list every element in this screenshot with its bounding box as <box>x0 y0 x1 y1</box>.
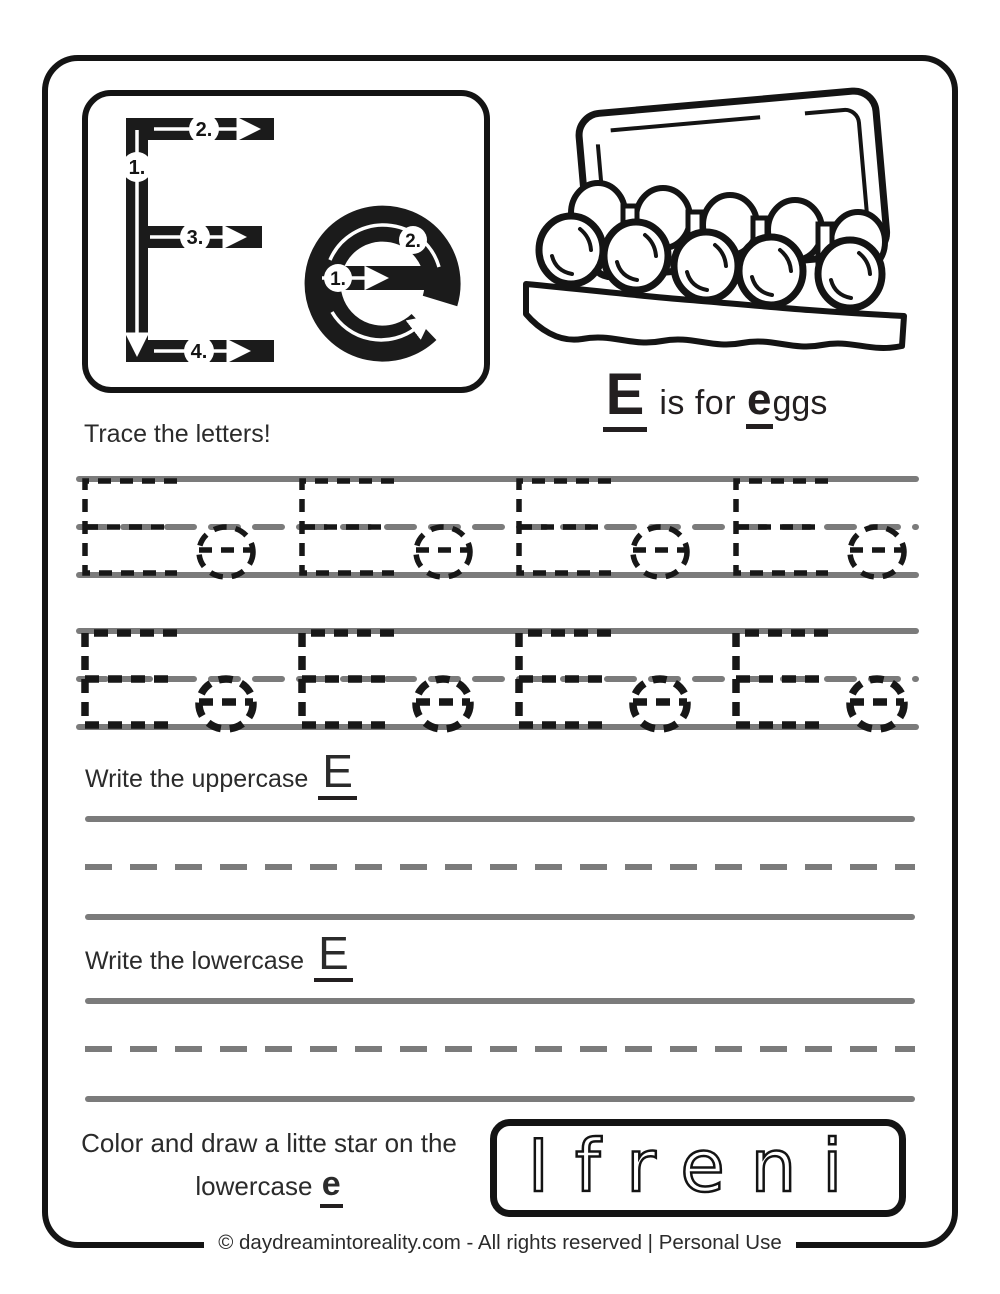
caption-rest-text: ggs <box>772 384 828 422</box>
trace-instruction: Trace the letters! <box>84 420 271 448</box>
writing-line-solid <box>85 1096 915 1102</box>
letter-formation-guide <box>82 90 490 393</box>
footer-copyright-text: © daydreamintoreality.com - All rights reserved | Personal Use <box>204 1231 796 1254</box>
caption-big-letter: E <box>603 366 648 432</box>
e-step-1-badge: 1. <box>330 269 346 290</box>
name-outline-box <box>490 1119 906 1217</box>
target-lowercase-letter: e <box>320 1165 343 1208</box>
e-step-2-badge: 2. <box>405 231 421 252</box>
footer <box>0 1231 1000 1255</box>
color-task-instruction <box>68 1126 470 1204</box>
write-uppercase-label: Write the uppercase E <box>85 748 357 800</box>
name-outline-graphic <box>499 1128 897 1208</box>
egg-carton-illustration <box>520 56 910 356</box>
writing-line-dashed <box>85 1046 915 1052</box>
color-task-line-1: Color and draw a litte star on the <box>81 1128 457 1158</box>
step-4-badge: 4. <box>190 341 208 363</box>
caption-bold-letter: e <box>746 378 772 429</box>
caption-e-is-for-eggs <box>520 362 910 432</box>
step-3-badge: 3. <box>186 227 204 249</box>
step-1-badge: 1. <box>128 157 146 179</box>
lowercase-sample-letter: E <box>314 930 353 982</box>
egg-carton-graphic <box>520 56 910 356</box>
trace-row-2 <box>75 622 920 737</box>
trace-row-1 <box>75 470 920 585</box>
color-task-line-2: lowercase e <box>68 1167 470 1204</box>
caption-middle-text: is for <box>659 384 737 422</box>
step-2-badge: 2. <box>195 119 213 141</box>
writing-line-solid <box>85 998 915 1004</box>
uppercase-sample-letter: E <box>318 748 357 800</box>
writing-line-solid <box>85 914 915 920</box>
writing-line-dashed <box>85 864 915 870</box>
name-outline-text: Ifreni <box>527 1128 869 1208</box>
letter-guide-graphic <box>82 90 490 393</box>
write-lowercase-label: Write the lowercase E <box>85 930 353 982</box>
writing-line-solid <box>85 816 915 822</box>
